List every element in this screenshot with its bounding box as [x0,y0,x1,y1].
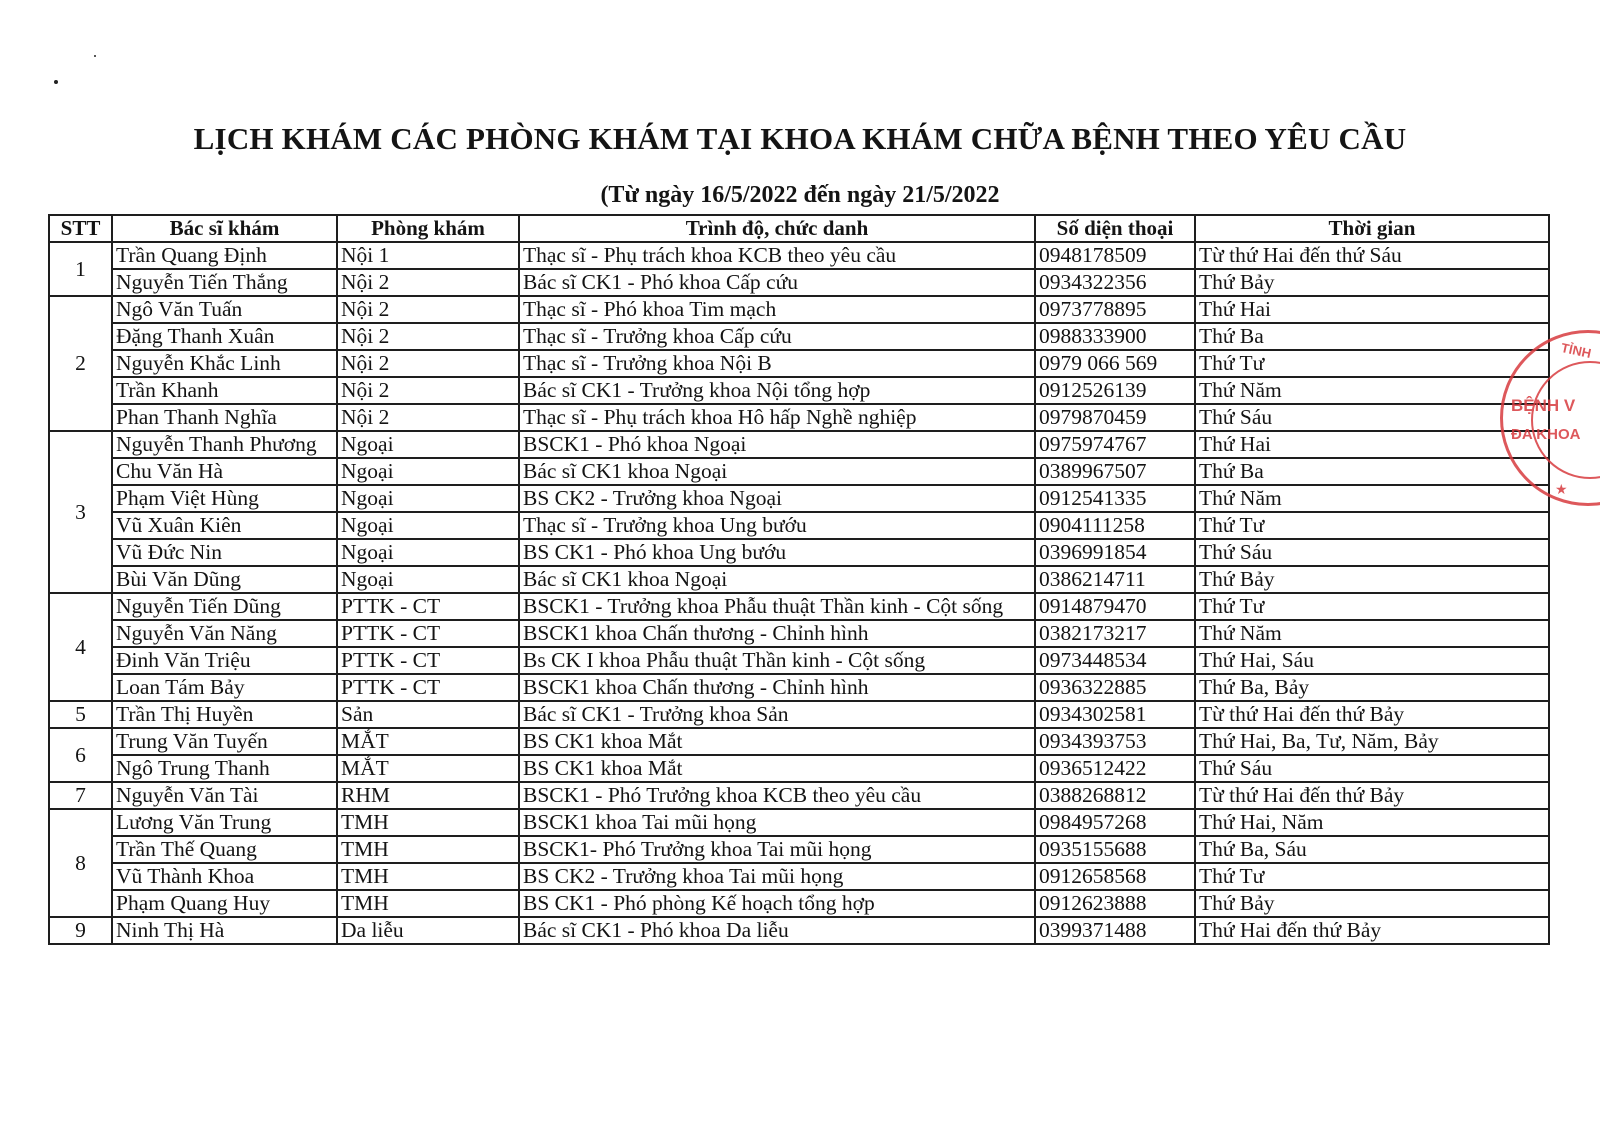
cell-time: Thứ Hai, Năm [1195,809,1549,836]
cell-qualification: BS CK1 - Phó khoa Ung bướu [519,539,1035,566]
cell-room: TMH [337,863,519,890]
cell-doctor: Đặng Thanh Xuân [112,323,337,350]
cell-phone: 0914879470 [1035,593,1195,620]
cell-qualification: Bác sĩ CK1 - Trưởng khoa Sản [519,701,1035,728]
cell-time: Thứ Sáu [1195,539,1549,566]
cell-room: Nội 1 [337,242,519,269]
cell-room: PTTK - CT [337,620,519,647]
cell-room: Nội 2 [337,350,519,377]
table-row [49,647,1549,674]
cell-phone: 0389967507 [1035,458,1195,485]
table-row [49,620,1549,647]
table-row [49,296,1549,323]
cell-time: Thứ Hai, Ba, Tư, Năm, Bảy [1195,728,1549,755]
cell-phone: 0904111258 [1035,512,1195,539]
cell-phone: 0912526139 [1035,377,1195,404]
cell-time: Thứ Bảy [1195,566,1549,593]
column-header-time: Thời gian [1195,215,1549,242]
column-header-room: Phòng khám [337,215,519,242]
cell-doctor: Vũ Xuân Kiên [112,512,337,539]
cell-qualification: BS CK1 khoa Mắt [519,728,1035,755]
cell-doctor: Loan Tám Bảy [112,674,337,701]
cell-qualification: Bác sĩ CK1 khoa Ngoại [519,458,1035,485]
cell-phone: 0935155688 [1035,836,1195,863]
table-row [49,755,1549,782]
cell-room: PTTK - CT [337,647,519,674]
cell-time: Thứ Năm [1195,620,1549,647]
scan-speck [94,55,96,57]
cell-qualification: BSCK1 khoa Tai mũi họng [519,809,1035,836]
cell-qualification: BSCK1 khoa Chấn thương - Chỉnh hình [519,674,1035,701]
cell-time: Thứ Hai [1195,431,1549,458]
table-row [49,512,1549,539]
cell-time: Thứ Sáu [1195,404,1549,431]
cell-phone: 0973448534 [1035,647,1195,674]
cell-doctor: Ngô Trung Thanh [112,755,337,782]
cell-qualification: BS CK2 - Trưởng khoa Tai mũi họng [519,863,1035,890]
cell-time: Thứ Tư [1195,350,1549,377]
cell-doctor: Trần Quang Định [112,242,337,269]
cell-doctor: Vũ Đức Nin [112,539,337,566]
cell-doctor: Ngô Văn Tuấn [112,296,337,323]
cell-room: Nội 2 [337,377,519,404]
cell-time: Từ thứ Hai đến thứ Bảy [1195,782,1549,809]
cell-doctor: Nguyễn Thanh Phương [112,431,337,458]
cell-phone: 0912623888 [1035,890,1195,917]
cell-qualification: BS CK1 khoa Mắt [519,755,1035,782]
cell-time: Thứ Tư [1195,593,1549,620]
table-row [49,809,1549,836]
table-header-row [49,215,1549,242]
cell-doctor: Phan Thanh Nghĩa [112,404,337,431]
cell-time: Thứ Tư [1195,863,1549,890]
cell-room: Sản [337,701,519,728]
cell-room: Nội 2 [337,296,519,323]
cell-qualification: Thạc sĩ - Phụ trách khoa Hô hấp Nghề nghiệp [519,404,1035,431]
table-row [49,863,1549,890]
cell-stt: 1 [49,242,112,296]
cell-phone: 0934393753 [1035,728,1195,755]
cell-time: Thứ Bảy [1195,890,1549,917]
cell-qualification: BSCK1 - Phó Trưởng khoa KCB theo yêu cầu [519,782,1035,809]
cell-phone: 0984957268 [1035,809,1195,836]
cell-doctor: Phạm Quang Huy [112,890,337,917]
cell-qualification: BSCK1 - Phó khoa Ngoại [519,431,1035,458]
cell-doctor: Nguyễn Khắc Linh [112,350,337,377]
table-row [49,539,1549,566]
cell-phone: 0975974767 [1035,431,1195,458]
stamp-text: BỆNH V [1511,396,1576,415]
cell-room: MẮT [337,728,519,755]
cell-phone: 0382173217 [1035,620,1195,647]
cell-time: Thứ Năm [1195,485,1549,512]
cell-room: Ngoại [337,512,519,539]
cell-stt: 3 [49,431,112,593]
stamp-text: TỈNH [1559,340,1593,361]
cell-phone: 0973778895 [1035,296,1195,323]
cell-phone: 0948178509 [1035,242,1195,269]
cell-time: Thứ Hai, Sáu [1195,647,1549,674]
cell-doctor: Trần Khanh [112,377,337,404]
cell-qualification: Thạc sĩ - Phụ trách khoa KCB theo yêu cầu [519,242,1035,269]
cell-doctor: Trung Văn Tuyến [112,728,337,755]
cell-room: Nội 2 [337,404,519,431]
cell-qualification: Bs CK I khoa Phẫu thuật Thần kinh - Cột sống [519,647,1035,674]
cell-doctor: Lương Văn Trung [112,809,337,836]
cell-room: Nội 2 [337,269,519,296]
column-header-phone: Số diện thoại [1035,215,1195,242]
table-row [49,485,1549,512]
stamp-star-icon: ★ [1555,481,1568,497]
cell-phone: 0388268812 [1035,782,1195,809]
cell-doctor: Vũ Thành Khoa [112,863,337,890]
cell-time: Thứ Năm [1195,377,1549,404]
cell-phone: 0912541335 [1035,485,1195,512]
cell-phone: 0396991854 [1035,539,1195,566]
cell-room: TMH [337,836,519,863]
cell-phone: 0936322885 [1035,674,1195,701]
table-row [49,917,1549,944]
cell-qualification: Bác sĩ CK1 - Trưởng khoa Nội tổng hợp [519,377,1035,404]
cell-stt: 9 [49,917,112,944]
table-row [49,242,1549,269]
cell-stt: 4 [49,593,112,701]
cell-room: MẮT [337,755,519,782]
document-title: LỊCH KHÁM CÁC PHÒNG KHÁM TẠI KHOA KHÁM CHỮA BỆNH THEO YÊU CẦU [193,121,1407,156]
cell-room: Ngoại [337,485,519,512]
table-row [49,323,1549,350]
cell-phone: 0979870459 [1035,404,1195,431]
cell-doctor: Nguyễn Văn Năng [112,620,337,647]
cell-phone: 0936512422 [1035,755,1195,782]
table-row [49,890,1549,917]
cell-qualification: Thạc sĩ - Trưởng khoa Nội B [519,350,1035,377]
cell-room: Ngoại [337,458,519,485]
cell-time: Thứ Hai [1195,296,1549,323]
table-row [49,431,1549,458]
cell-room: Ngoại [337,431,519,458]
cell-time: Thứ Bảy [1195,269,1549,296]
date-range-subtitle: (Từ ngày 16/5/2022 đến ngày 21/5/2022 [600,182,1000,208]
cell-room: Nội 2 [337,323,519,350]
cell-qualification: Bác sĩ CK1 khoa Ngoại [519,566,1035,593]
cell-room: TMH [337,890,519,917]
cell-time: Thứ Sáu [1195,755,1549,782]
cell-stt: 5 [49,701,112,728]
cell-phone: 0912658568 [1035,863,1195,890]
cell-phone: 0399371488 [1035,917,1195,944]
cell-qualification: BS CK1 - Phó phòng Kế hoạch tổng hợp [519,890,1035,917]
cell-doctor: Chu Văn Hà [112,458,337,485]
table-row [49,701,1549,728]
table-row [49,836,1549,863]
stamp-inner-ring [1531,361,1600,479]
cell-time: Thứ Ba [1195,458,1549,485]
cell-room: TMH [337,809,519,836]
table-row [49,728,1549,755]
column-header-stt: STT [49,215,112,242]
cell-time: Thứ Hai đến thứ Bảy [1195,917,1549,944]
scan-speck [54,80,58,84]
cell-time: Thứ Tư [1195,512,1549,539]
cell-room: RHM [337,782,519,809]
cell-doctor: Trần Thế Quang [112,836,337,863]
cell-stt: 7 [49,782,112,809]
cell-time: Thứ Ba, Sáu [1195,836,1549,863]
cell-phone: 0934322356 [1035,269,1195,296]
column-header-doctor: Bác sĩ khám [112,215,337,242]
cell-stt: 8 [49,809,112,917]
table-row [49,377,1549,404]
cell-stt: 6 [49,728,112,782]
table-row [49,404,1549,431]
cell-stt: 2 [49,296,112,431]
cell-room: Ngoại [337,539,519,566]
table-row [49,566,1549,593]
cell-time: Từ thứ Hai đến thứ Bảy [1195,701,1549,728]
cell-qualification: Thạc sĩ - Phó khoa Tim mạch [519,296,1035,323]
cell-phone: 0979 066 569 [1035,350,1195,377]
cell-doctor: Trần Thị Huyền [112,701,337,728]
cell-qualification: BSCK1- Phó Trưởng khoa Tai mũi họng [519,836,1035,863]
cell-qualification: BS CK2 - Trưởng khoa Ngoại [519,485,1035,512]
cell-doctor: Ninh Thị Hà [112,917,337,944]
stamp-text: ĐA KHOA [1511,426,1581,443]
cell-doctor: Bùi Văn Dũng [112,566,337,593]
cell-room: PTTK - CT [337,674,519,701]
cell-phone: 0386214711 [1035,566,1195,593]
table-row [49,350,1549,377]
cell-phone: 0988333900 [1035,323,1195,350]
table-row [49,269,1549,296]
cell-doctor: Nguyễn Văn Tài [112,782,337,809]
column-header-qualification: Trình độ, chức danh [519,215,1035,242]
table-row [49,593,1549,620]
cell-doctor: Nguyễn Tiến Thắng [112,269,337,296]
table-row [49,782,1549,809]
schedule-table [48,214,1550,945]
cell-time: Thứ Ba [1195,323,1549,350]
cell-qualification: Thạc sĩ - Trưởng khoa Cấp cứu [519,323,1035,350]
cell-qualification: Bác sĩ CK1 - Phó khoa Da liễu [519,917,1035,944]
table-row [49,674,1549,701]
cell-qualification: BSCK1 - Trưởng khoa Phẫu thuật Thần kinh - Cột sống [519,593,1035,620]
cell-room: Ngoại [337,566,519,593]
cell-time: Thứ Ba, Bảy [1195,674,1549,701]
cell-qualification: Bác sĩ CK1 - Phó khoa Cấp cứu [519,269,1035,296]
cell-doctor: Đinh Văn Triệu [112,647,337,674]
schedule-body [49,242,1549,944]
cell-phone: 0934302581 [1035,701,1195,728]
cell-qualification: Thạc sĩ - Trưởng khoa Ung bướu [519,512,1035,539]
cell-doctor: Nguyễn Tiến Dũng [112,593,337,620]
cell-doctor: Phạm Việt Hùng [112,485,337,512]
cell-qualification: BSCK1 khoa Chấn thương - Chỉnh hình [519,620,1035,647]
cell-room: PTTK - CT [337,593,519,620]
cell-time: Từ thứ Hai đến thứ Sáu [1195,242,1549,269]
cell-room: Da liễu [337,917,519,944]
table-row [49,458,1549,485]
